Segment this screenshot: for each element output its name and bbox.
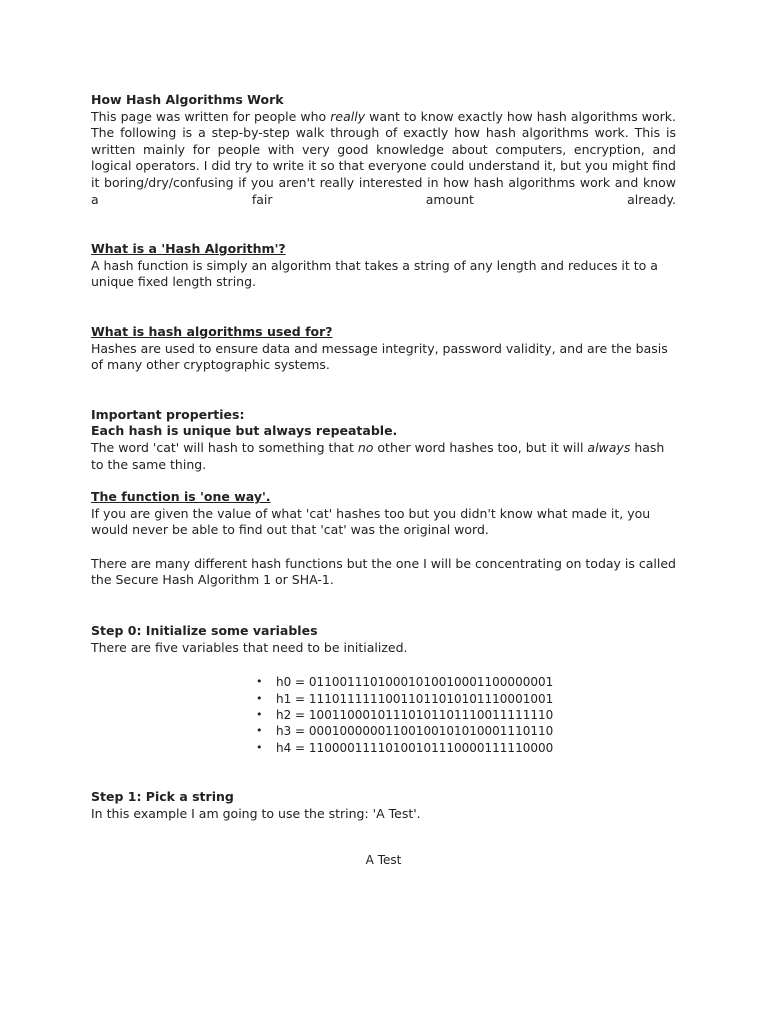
unique-text-part3: hash to the same thing. — [91, 439, 665, 472]
document-content — [91, 92, 676, 869]
list-item — [91, 740, 676, 756]
subheading-one-way: The function is 'one way'. — [91, 489, 271, 505]
variable-h0: h0 = 01100111010001010010001100000001 — [276, 675, 554, 690]
section-body-step0: There are five variables that need to be initialized. — [91, 639, 408, 655]
bullet: • — [256, 724, 263, 738]
document-title: How Hash Algorithms Work — [91, 92, 284, 107]
body-sha1: There are many different hash functions but the one I will be concentrating on today is called the Secure Hash Algorithm 1 or SHA-1. — [91, 555, 676, 588]
unique-text-part1: The word 'cat' will hash to something that — [91, 439, 358, 455]
section-heading-what-is: What is a 'Hash Algorithm'? — [91, 241, 286, 257]
variable-h4: h4 = 11000011110100101110000111110000 — [276, 740, 554, 755]
body-unique — [91, 440, 676, 473]
intro-text-part1: This page was written for people who — [91, 108, 331, 124]
section-body-step1: In this example I am going to use the string: 'A Test'. — [91, 805, 421, 821]
variable-h1: h1 = 11101111110011011010101110001001 — [276, 691, 554, 706]
variable-h2: h2 = 10011000101110101101110011111110 — [276, 708, 554, 723]
section-heading-properties: Important properties: — [91, 406, 245, 422]
variable-list — [91, 674, 676, 756]
intro-text-part2: want to know exactly how hash algorithms work. The following is a step-by-step walk through of exactly how hash algorithms work. This is written mainly for people with very good knowledge about computers, encryption, and logical operators. I did try to write it so that everyone could understand it, but you might find it boring/dry/confusing if you aren't really interested in how hash algorithms work and know a fair amount already. — [91, 108, 677, 207]
subheading-unique: Each hash is unique but always repeatable. — [91, 423, 398, 439]
section-heading-step0: Step 0: Initialize some variables — [91, 623, 318, 639]
list-item — [91, 691, 676, 707]
section-heading-used-for: What is hash algorithms used for? — [91, 323, 333, 339]
bullet: • — [256, 708, 263, 722]
list-item — [91, 674, 676, 690]
bullet: • — [256, 740, 263, 754]
bullet: • — [256, 675, 263, 689]
intro-paragraph — [91, 109, 676, 209]
unique-text-part2: other word hashes too, but it will — [373, 439, 588, 455]
section-body-used-for: Hashes are used to ensure data and message integrity, password validity, and are the basis of many other cryptographic systems. — [91, 340, 668, 373]
body-one-way: If you are given the value of what 'cat' hashes too but you didn't know what made it, you would never be able to find out that 'cat' was the original word. — [91, 505, 651, 538]
variable-h3: h3 = 00010000001100100101010001110110 — [276, 724, 554, 739]
unique-emphasis-always: always — [587, 439, 631, 455]
intro-emphasis: really — [330, 108, 366, 124]
bullet: • — [256, 691, 263, 705]
list-item — [91, 723, 676, 739]
unique-emphasis-no: no — [357, 439, 374, 455]
section-body-what-is: A hash function is simply an algorithm that takes a string of any length and reduces it to a unique fixed length string. — [91, 257, 658, 290]
list-item — [91, 707, 676, 723]
example-string: A Test — [365, 853, 402, 868]
section-heading-step1: Step 1: Pick a string — [91, 789, 234, 805]
